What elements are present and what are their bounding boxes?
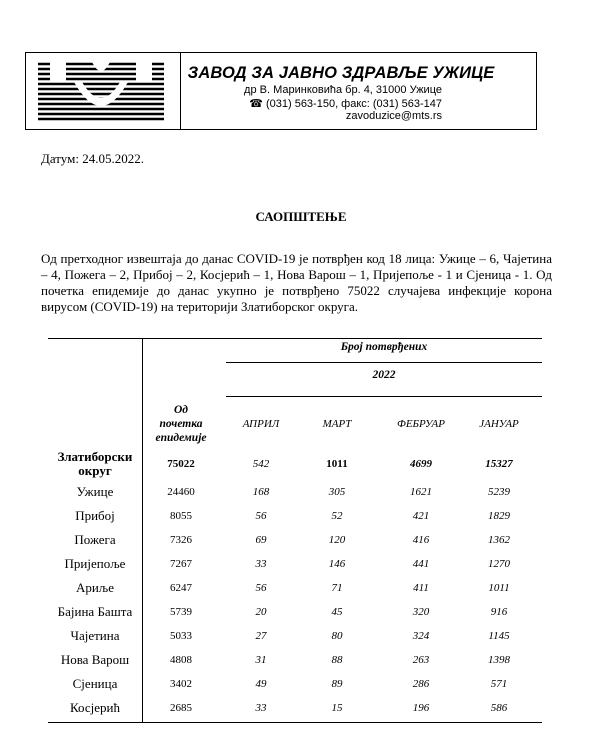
cell-january: 1829: [488, 510, 510, 522]
institute-logo-icon: [36, 60, 166, 122]
cell-april: 27: [255, 630, 267, 642]
cell-february: 421: [412, 510, 430, 522]
cell-march: 146: [328, 558, 346, 570]
cell-since-start: 7326: [170, 534, 192, 546]
cell-since-start: 8055: [170, 510, 192, 522]
total-february: 4699: [410, 458, 432, 470]
cell-march: 45: [331, 606, 343, 618]
since-start-header-line-1: Од: [173, 404, 188, 416]
cell-january: 571: [490, 678, 508, 690]
cell-april: 168: [252, 486, 270, 498]
cell-january: 1145: [488, 630, 510, 642]
total-row-label-line-1: Златиборски: [57, 449, 133, 464]
cell-march: 52: [331, 510, 343, 522]
table-year-underline: [226, 396, 542, 397]
municipality-name: Нова Варош: [60, 652, 130, 667]
cell-january: 1011: [488, 582, 510, 594]
cell-february: 441: [412, 558, 430, 570]
since-start-header-line-3: епидемије: [155, 432, 207, 444]
organization-name: ЗАВОД ЗА ЈАВНО ЗДРАВЉЕ УЖИЦЕ: [187, 64, 495, 82]
table-group-underline: [226, 362, 542, 363]
organization-email: zavoduzice@mts.rs: [345, 110, 442, 122]
cell-since-start: 6247: [170, 582, 192, 594]
cell-march: 89: [331, 678, 343, 690]
cell-march: 80: [331, 630, 343, 642]
year-header: 2022: [372, 369, 396, 381]
cell-february: 286: [412, 678, 430, 690]
total-april: 542: [252, 458, 270, 470]
cell-march: 15: [331, 702, 343, 714]
document-title: САОПШТЕЊЕ: [255, 209, 347, 224]
document-date: Датум: 24.05.2022.: [41, 151, 144, 166]
cell-since-start: 3402: [170, 678, 192, 690]
municipality-name: Ариље: [75, 580, 115, 595]
cell-april: 20: [255, 606, 267, 618]
municipality-name: Ужице: [76, 484, 114, 499]
cell-since-start: 24460: [167, 486, 195, 498]
cell-january: 1270: [488, 558, 510, 570]
cell-february: 320: [412, 606, 430, 618]
month-header-january: ЈАНУАР: [479, 418, 519, 430]
total-march: 1011: [326, 458, 348, 470]
organization-phone-fax: ☎ (031) 563-150, факс: (031) 563-147: [249, 98, 442, 110]
cell-april: 31: [255, 654, 267, 666]
cell-since-start: 2685: [170, 702, 192, 714]
cell-april: 33: [255, 558, 267, 570]
since-start-header-line-2: почетка: [159, 418, 203, 430]
table-bottom-border: [48, 722, 542, 723]
cell-january: 916: [490, 606, 508, 618]
cell-march: 71: [331, 582, 343, 594]
cell-april: 33: [255, 702, 267, 714]
confirmed-cases-header: Број потврђених: [340, 341, 428, 353]
letterhead-divider: [180, 52, 181, 130]
cell-since-start: 7267: [170, 558, 192, 570]
cell-february: 196: [412, 702, 430, 714]
cell-march: 305: [328, 486, 346, 498]
total-since-start: 75022: [167, 458, 195, 470]
cell-january: 586: [490, 702, 508, 714]
table-top-border: [48, 338, 542, 339]
announcement-paragraph: Од претходног извештаја до данас COVID-19 је потврђен код 18 лица: Ужице – 6, Чајетина – 4, Пожега – 2, Прибој – 2, Косјерић – 1, Нова Варош – 1, Пријепоље - 1 и Сјеница - 1. Од почетка епидемије до данас укупно је потврђено 75022 случајева инфекције корона вирусом (COVID-19) на територији Златиборског округа.: [41, 251, 552, 314]
cell-since-start: 4808: [170, 654, 192, 666]
cell-january: 1362: [488, 534, 510, 546]
cell-since-start: 5033: [170, 630, 192, 642]
cell-since-start: 5739: [170, 606, 192, 618]
cell-february: 416: [412, 534, 430, 546]
cell-february: 1621: [410, 486, 432, 498]
cell-february: 324: [412, 630, 430, 642]
total-january: 15327: [485, 458, 513, 470]
cell-april: 56: [255, 510, 267, 522]
cell-april: 69: [255, 534, 267, 546]
municipality-name: Сјеница: [72, 676, 118, 691]
month-header-february: ФЕБРУАР: [396, 418, 445, 430]
month-header-april: АПРИЛ: [242, 418, 280, 430]
organization-address: др В. Маринковића бр. 4, 31000 Ужице: [244, 84, 442, 96]
total-row-label-line-2: округ: [78, 463, 112, 478]
municipality-name: Бајина Башта: [57, 604, 133, 619]
cell-march: 88: [331, 654, 343, 666]
cell-april: 49: [255, 678, 267, 690]
cell-january: 1398: [488, 654, 510, 666]
municipality-name: Прибој: [75, 508, 115, 523]
municipality-name: Пожега: [74, 532, 116, 547]
cell-march: 120: [328, 534, 346, 546]
cell-february: 411: [413, 582, 429, 594]
municipality-name: Пријепоље: [64, 556, 126, 571]
month-header-march: МАРТ: [322, 418, 352, 430]
cell-april: 56: [255, 582, 267, 594]
municipality-name: Косјерић: [70, 700, 120, 715]
cell-february: 263: [412, 654, 430, 666]
municipality-name: Чајетина: [70, 628, 120, 643]
cell-january: 5239: [488, 486, 510, 498]
